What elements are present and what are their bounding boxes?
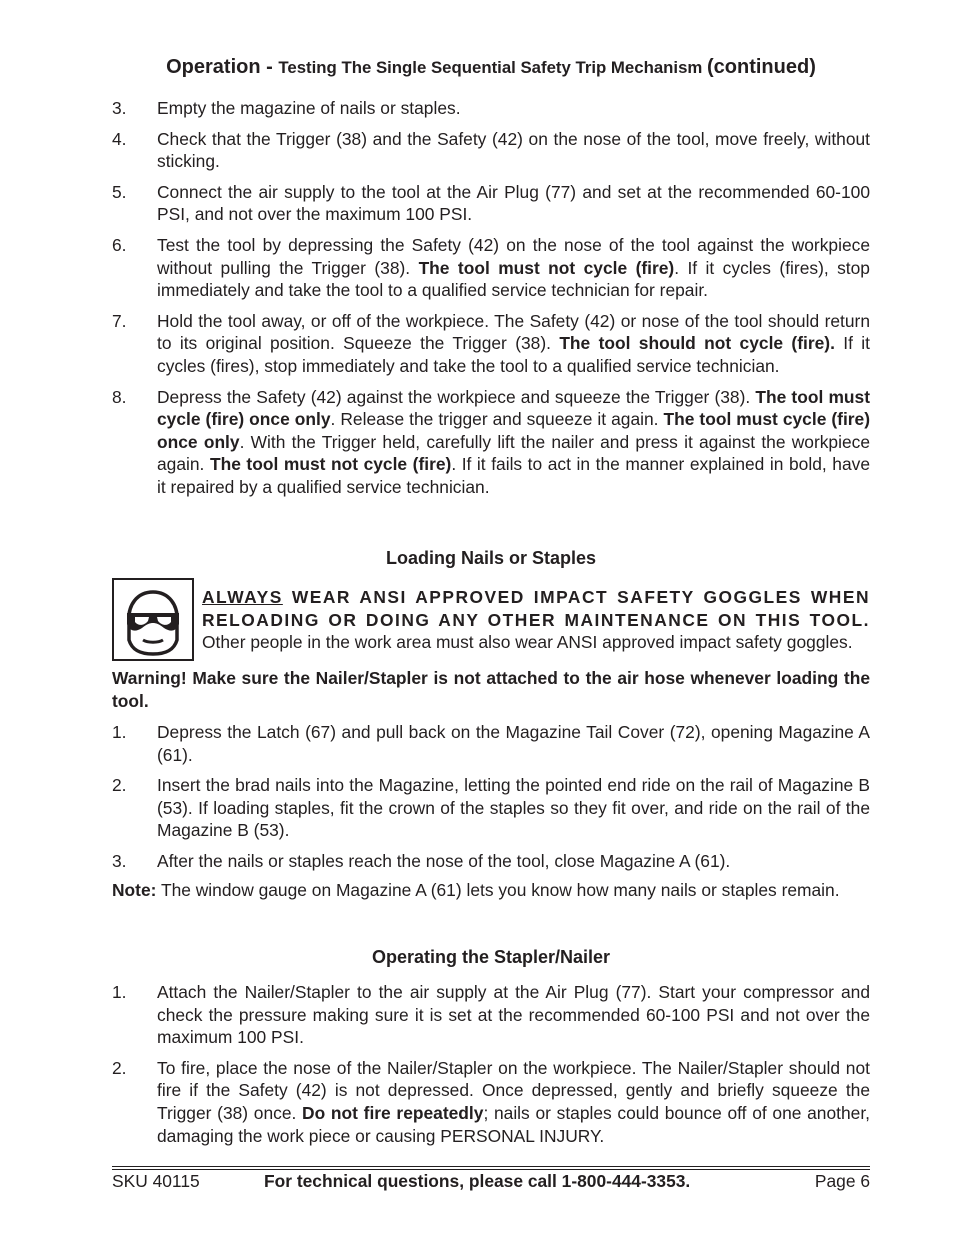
step-number: 4.	[112, 128, 127, 149]
bold-caution: The tool must cycle (fire) once only	[157, 409, 871, 452]
step-text: After the nails or staples reach the nose of the tool, close Magazine A (61).	[157, 850, 731, 871]
step-text: Check that the Trigger (38) and the Safety (42) on the nose of the tool, move freely, without sticking.	[157, 128, 870, 172]
loading-warning: Warning! Make sure the Nailer/Stapler is not attached to the air hose whenever loading the tool.	[112, 668, 870, 711]
step-number: 8.	[112, 386, 127, 407]
bold-caution: The tool should not cycle (fire).	[559, 333, 835, 354]
list-item	[112, 310, 870, 378]
list-item	[112, 181, 870, 226]
bold-caution: The tool must not cycle (fire)	[418, 257, 675, 278]
page-title	[0, 56, 954, 80]
step-number: 1.	[112, 722, 127, 742]
goggles-caps-text: WEAR ANSI APPROVED IMPACT SAFETY GOGGLES WHEN RELOADING OR DOING ANY OTHER MAINTENANCE ON THIS TOOL.	[202, 587, 870, 630]
footer-rule	[112, 1166, 870, 1167]
step-number: 3.	[112, 98, 127, 118]
list-item	[112, 774, 870, 842]
bold-caution: Do not fire repeatedly	[302, 1102, 484, 1123]
title-main: Testing The Single Sequential Safety Trip Mechanism	[278, 58, 707, 77]
step-text: Empty the magazine of nails or staples.	[157, 98, 461, 118]
step-number: 2.	[112, 1057, 127, 1078]
loading-steps-list	[112, 721, 870, 881]
loading-note	[112, 879, 870, 902]
operating-heading: Operating the Stapler/Nailer	[371, 947, 611, 967]
note-text: The window gauge on Magazine A (61) lets you know how many nails or staples remain.	[156, 880, 840, 900]
loading-heading: Loading Nails or Staples	[385, 548, 597, 568]
step-text: Depress the Safety (42) against the workpiece and squeeze the Trigger (38).	[157, 386, 756, 407]
goggles-icon-box	[112, 578, 194, 661]
step-text: . If it fails to act in the manner explained in bold, have it repaired by a qualified service technician.	[157, 454, 870, 497]
step-text: ; nails or staples could bounce off of one another, damaging the work piece or causing PERSONAL INJURY.	[157, 1102, 870, 1146]
step-number: 6.	[112, 234, 127, 255]
step-text: Depress the Latch (67) and pull back on the Magazine Tail Cover (72), opening Magazine A (61).	[157, 722, 870, 765]
goggles-warning	[202, 586, 870, 654]
support-phone: For technical questions, please call 1-800-444-3353.	[264, 1171, 691, 1191]
step-number: 2.	[112, 775, 127, 796]
list-item	[112, 721, 870, 766]
safety-goggles-icon	[114, 580, 192, 659]
step-text: To fire, place the nose of the Nailer/Stapler on the workpiece. The Nailer/Stapler should not fire if the Safety (42) is not depressed. Once depressed, gently and briefly squeeze the Trigger (38) once.	[157, 1057, 870, 1123]
operating-steps-list	[112, 981, 870, 1155]
step-number: 1.	[112, 982, 127, 1002]
step-text: Insert the brad nails into the Magazine, letting the pointed end ride on the rail of Magazine B (53). If loading staples, fit the crown of the staples so they fit over, and ride on the rail of the Magazine B (53).	[157, 775, 870, 841]
bold-caution: The tool must not cycle (fire)	[209, 454, 452, 475]
page-number: Page 6	[814, 1171, 870, 1191]
step-text: . If it cycles (fires), stop immediately and take the tool to a qualified service technician for repair.	[157, 257, 870, 301]
step-text: Test the tool by depressing the Safety (42) on the nose of the tool against the workpiece without pulling the Trigger (38).	[157, 234, 870, 278]
list-item	[112, 128, 870, 173]
list-item	[112, 234, 870, 302]
sku-label: SKU 40115	[112, 1171, 200, 1191]
step-text: . Release the trigger and squeeze it again.	[330, 409, 664, 430]
step-text: Connect the air supply to the tool at the Air Plug (77) and set at the recommended 60-100 PSI, and not over the maximum 100 PSI.	[157, 181, 870, 225]
list-item	[112, 1057, 870, 1147]
note-label: Note:	[112, 880, 157, 900]
list-item	[112, 850, 870, 873]
list-item	[112, 386, 870, 499]
step-number: 7.	[112, 310, 127, 331]
step-number: 3.	[112, 850, 127, 871]
list-item	[112, 97, 870, 120]
step-number: 5.	[112, 181, 127, 202]
testing-steps-list	[112, 97, 870, 507]
bold-caution: The tool must cycle (fire) once only	[157, 386, 870, 430]
step-text: . With the Trigger held, carefully lift the nailer and press it against the workpiece again.	[157, 431, 871, 475]
title-prefix: Operation -	[166, 56, 279, 78]
step-text: Hold the tool away, or off of the workpiece. The Safety (42) or nose of the tool should return to its original position. Squeeze the Trigger (38).	[157, 310, 870, 354]
list-item	[112, 981, 870, 1049]
always-label: ALWAYS	[202, 587, 283, 607]
step-text: If it cycles (fires), stop immediately and take the tool to a qualified service technician.	[157, 333, 870, 376]
goggles-rest-text: Other people in the work area must also wear ANSI approved impact safety goggles.	[202, 632, 853, 653]
step-text: Attach the Nailer/Stapler to the air supply at the Air Plug (77). Start your compressor and check the pressure making sure it is set at the recommended 60-100 PSI and not over the maximum 100 PSI.	[157, 982, 870, 1048]
title-suffix: (continued)	[707, 56, 816, 78]
